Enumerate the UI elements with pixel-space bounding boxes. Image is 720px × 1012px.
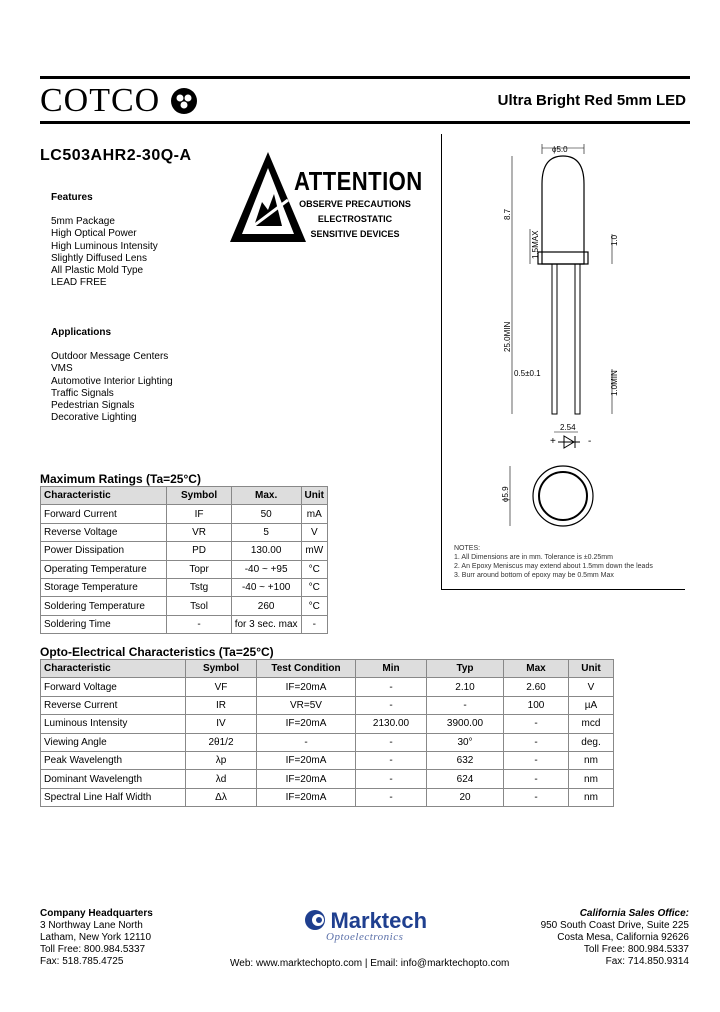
cell: for 3 sec. max xyxy=(231,615,301,633)
cell: IF=20mA xyxy=(257,788,356,806)
brand-subtitle: Optoelectronics xyxy=(326,931,404,943)
dim-pitch-label: 2.54 xyxy=(560,423,576,432)
table-row xyxy=(41,615,328,633)
attention-title: ATTENTION xyxy=(294,166,423,196)
cell: Storage Temperature xyxy=(41,578,167,596)
col-unit: Unit xyxy=(569,660,614,678)
col-characteristic: Characteristic xyxy=(41,487,167,505)
web-email-line[interactable]: Web: www.marktechopto.com | Email: info@marktechopto.com xyxy=(230,958,510,969)
table-row xyxy=(41,770,614,788)
list-item: Traffic Signals xyxy=(51,387,114,399)
cell: V xyxy=(569,678,614,696)
cell: 130.00 xyxy=(231,542,301,560)
list-item: Outdoor Message Centers xyxy=(51,351,169,362)
attention-line-2: ELECTROSTATIC xyxy=(317,214,393,224)
table-row xyxy=(41,542,328,560)
cell: - xyxy=(504,751,569,769)
cell: 3900.00 xyxy=(427,715,504,733)
cell: nm xyxy=(569,770,614,788)
cell: - xyxy=(427,696,504,714)
cell: IF=20mA xyxy=(257,751,356,769)
ca-line: 950 South Coast Drive, Suite 225 xyxy=(540,920,689,931)
max-ratings-title: Maximum Ratings (Ta=25°C) xyxy=(40,472,201,486)
cell: Power Dissipation xyxy=(41,542,167,560)
cell: 5 xyxy=(231,523,301,541)
ca-heading: California Sales Office: xyxy=(579,908,689,919)
brand-name: Marktech xyxy=(330,908,428,933)
marktech-mark-icon xyxy=(304,909,326,931)
cell: - xyxy=(504,733,569,751)
list-item: Automotive Interior Lighting xyxy=(51,375,173,387)
hq-line: 3 Northway Lane North xyxy=(40,920,143,931)
polarity-minus: - xyxy=(588,436,592,447)
col-min: Min xyxy=(356,660,427,678)
cell: 2θ1/2 xyxy=(186,733,257,751)
cell: Luminous Intensity xyxy=(41,715,186,733)
cell: deg. xyxy=(569,733,614,751)
table-row xyxy=(41,578,328,596)
cell: Viewing Angle xyxy=(41,733,186,751)
col-max: Max xyxy=(504,660,569,678)
cell: - xyxy=(356,678,427,696)
opto-table xyxy=(40,659,614,807)
cell: IF xyxy=(167,505,231,523)
col-symbol: Symbol xyxy=(186,660,257,678)
dim-height-label: 8.7 xyxy=(503,208,512,220)
cell: - xyxy=(356,696,427,714)
table-row xyxy=(41,505,328,523)
cell: - xyxy=(504,770,569,788)
cell: 2.60 xyxy=(504,678,569,696)
cell: IF=20mA xyxy=(257,770,356,788)
notes-heading: NOTES: xyxy=(454,545,481,552)
hq-heading: Company Headquarters xyxy=(40,908,153,919)
logo-mark-icon xyxy=(170,87,198,115)
cell: Tstg xyxy=(167,578,231,596)
table-row xyxy=(41,715,614,733)
cell: mcd xyxy=(569,715,614,733)
list-item: 5mm Package xyxy=(51,216,115,227)
opto-title: Opto-Electrical Characteristics (Ta=25°C) xyxy=(40,645,274,659)
col-characteristic: Characteristic xyxy=(41,660,186,678)
top-rule xyxy=(40,76,690,79)
cell: °C xyxy=(301,597,327,615)
list-item: All Plastic Mold Type xyxy=(51,265,144,277)
list-item: High Optical Power xyxy=(51,228,137,240)
cell: -40 ~ +100 xyxy=(231,578,301,596)
led-drawing xyxy=(442,134,685,589)
cell: - xyxy=(167,615,231,633)
note-item: 3. Burr around bottom of epoxy may be 0.5mm Max xyxy=(454,572,614,579)
table-row xyxy=(41,523,328,541)
ca-line: Costa Mesa, California 92626 xyxy=(557,932,689,943)
cell: λp xyxy=(186,751,257,769)
cell: - xyxy=(504,788,569,806)
cell: Soldering Temperature xyxy=(41,597,167,615)
cell: Δλ xyxy=(186,788,257,806)
cell: °C xyxy=(301,560,327,578)
cell: mA xyxy=(301,505,327,523)
list-item: Pedestrian Signals xyxy=(51,400,135,412)
dim-flange-label: 1.5MAX xyxy=(531,230,540,259)
hq-line: Latham, New York 12110 xyxy=(40,932,152,943)
cell: - xyxy=(301,615,327,633)
cell: 2.10 xyxy=(427,678,504,696)
cell: IR xyxy=(186,696,257,714)
cell: IF=20mA xyxy=(257,678,356,696)
header-rule xyxy=(40,121,690,124)
note-item: 1. All Dimensions are in mm. Tolerance is ±0.25mm xyxy=(454,554,613,561)
cell: 50 xyxy=(231,505,301,523)
cell: Topr xyxy=(167,560,231,578)
ca-line: Fax: 714.850.9314 xyxy=(605,956,689,967)
features-list xyxy=(51,216,158,290)
cell: nm xyxy=(569,751,614,769)
cell: °C xyxy=(301,578,327,596)
col-max: Max. xyxy=(231,487,301,505)
cell: - xyxy=(356,770,427,788)
cell: Peak Wavelength xyxy=(41,751,186,769)
col-symbol: Symbol xyxy=(167,487,231,505)
cell: Forward Voltage xyxy=(41,678,186,696)
cell: PD xyxy=(167,542,231,560)
cell: - xyxy=(356,788,427,806)
cell: V xyxy=(301,523,327,541)
document-title: Ultra Bright Red 5mm LED xyxy=(497,92,686,109)
list-item: Slightly Diffused Lens xyxy=(51,252,147,264)
cell: IV xyxy=(186,715,257,733)
cell: Spectral Line Half Width xyxy=(41,788,186,806)
list-item: VMS xyxy=(51,363,73,375)
cell: VR=5V xyxy=(257,696,356,714)
ca-line: Toll Free: 800.984.5337 xyxy=(583,944,689,955)
cell: VR xyxy=(167,523,231,541)
cell: 100 xyxy=(504,696,569,714)
cell: -40 ~ +95 xyxy=(231,560,301,578)
dim-lead-min-label: 1.0MIN xyxy=(610,370,619,396)
list-item: LEAD FREE xyxy=(51,277,107,289)
cell: Tsol xyxy=(167,597,231,615)
marktech-logo xyxy=(304,908,427,943)
table-row xyxy=(41,788,614,806)
cell: Forward Current xyxy=(41,505,167,523)
hq-address xyxy=(40,908,153,968)
drawing-notes xyxy=(454,544,694,580)
ca-address xyxy=(541,908,689,968)
dim-lead-width-label: 0.5±0.1 xyxy=(514,369,541,378)
applications-heading: Applications xyxy=(51,327,112,338)
cell: Soldering Time xyxy=(41,615,167,633)
cell: 624 xyxy=(427,770,504,788)
cell: - xyxy=(356,751,427,769)
table-row xyxy=(41,751,614,769)
polarity-plus: + xyxy=(550,436,556,447)
hq-line: Toll Free: 800.984.5337 xyxy=(40,944,146,955)
cell: nm xyxy=(569,788,614,806)
cell: IF=20mA xyxy=(257,715,356,733)
max-ratings-table xyxy=(40,486,328,634)
cell: 30° xyxy=(427,733,504,751)
cell: 20 xyxy=(427,788,504,806)
table-row xyxy=(41,560,328,578)
cell: λd xyxy=(186,770,257,788)
cell: mW xyxy=(301,542,327,560)
cotco-logo xyxy=(40,82,198,120)
table-row xyxy=(41,597,328,615)
note-item: 2. An Epoxy Meniscus may extend about 1.5mm down the leads xyxy=(454,563,653,570)
dim-base-label: ϕ5.9 xyxy=(501,486,510,502)
cell: 2130.00 xyxy=(356,715,427,733)
cell: - xyxy=(504,715,569,733)
col-test-condition: Test Condition xyxy=(257,660,356,678)
dim-lead-length-label: 25.0MIN xyxy=(503,321,512,352)
table-row xyxy=(41,733,614,751)
cell: Reverse Voltage xyxy=(41,523,167,541)
cell: 260 xyxy=(231,597,301,615)
col-typ: Typ xyxy=(427,660,504,678)
table-row xyxy=(41,696,614,714)
dim-width-label: ϕ5.0 xyxy=(552,145,568,154)
hq-line: Fax: 518.785.4725 xyxy=(40,956,124,967)
logo-text: COTCO xyxy=(40,82,161,119)
features-heading: Features xyxy=(51,192,93,203)
cell: µA xyxy=(569,696,614,714)
list-item: Decorative Lighting xyxy=(51,412,137,424)
cell: 632 xyxy=(427,751,504,769)
cell: - xyxy=(356,733,427,751)
col-unit: Unit xyxy=(301,487,327,505)
attention-line-1: OBSERVE PRECAUTIONS xyxy=(299,199,411,209)
cell: Reverse Current xyxy=(41,696,186,714)
cell: - xyxy=(257,733,356,751)
cell: Dominant Wavelength xyxy=(41,770,186,788)
part-number: LC503AHR2-30Q-A xyxy=(40,147,192,164)
applications-list xyxy=(51,351,173,425)
table-row xyxy=(41,678,614,696)
cell: Operating Temperature xyxy=(41,560,167,578)
cell: VF xyxy=(186,678,257,696)
dim-1-0-label: 1.0 xyxy=(610,234,619,246)
list-item: High Luminous Intensity xyxy=(51,240,158,252)
attention-line-3: SENSITIVE DEVICES xyxy=(310,229,400,239)
